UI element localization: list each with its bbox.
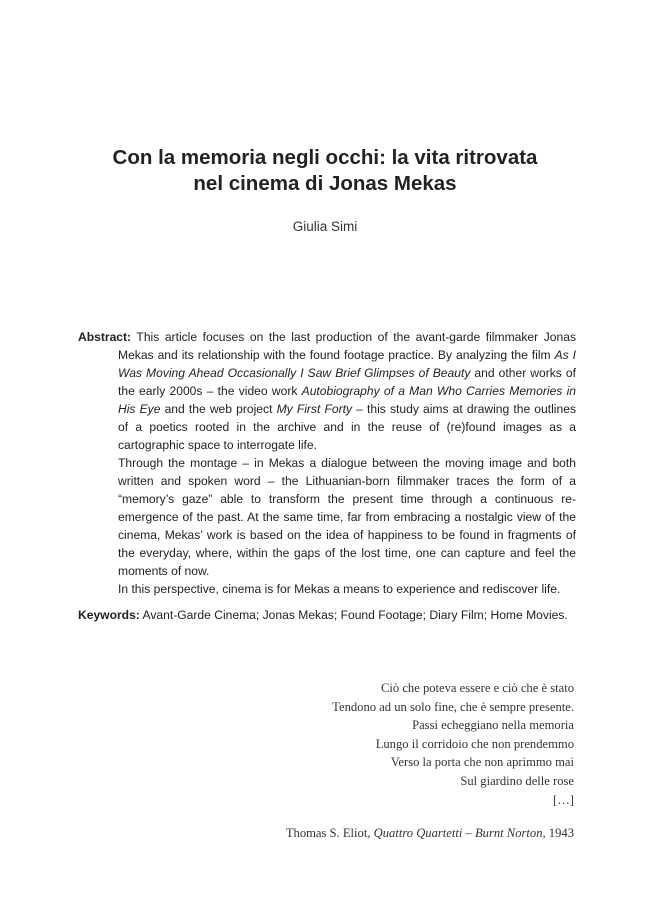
abstract-section — [78, 328, 576, 598]
article-title — [60, 145, 590, 197]
abstract-text-segment: and other works of the early 2000s – the video work — [118, 366, 576, 398]
abstract-paragraph-1 — [78, 328, 576, 454]
abstract-text-segment: and the web project — [160, 402, 277, 416]
citation-work: Quattro Quartetti – Burnt Norton, — [373, 826, 546, 840]
poem-line: Lungo il corridoio che non prendemmo — [375, 736, 574, 751]
keywords-text: Avant-Garde Cinema; Jonas Mekas; Found Footage; Diary Film; Home Movies. — [139, 608, 568, 622]
abstract-text-segment: This article focuses on the last production of the avant-garde filmmaker Jonas Mekas and its relationship with the found footage practice. By analyzing the film — [118, 330, 576, 362]
poem-ellipsis: […] — [553, 792, 574, 807]
work-title-autobiography: Autobiography of a Man Who Carries Memories in His Eye — [118, 384, 576, 416]
epigraph-citation — [200, 826, 574, 841]
poem-line: Verso la porta che non aprimmo mai — [390, 755, 574, 770]
poem-line: Sul giardino delle rose — [460, 773, 574, 788]
author-name: Giulia Simi — [292, 219, 358, 234]
citation-year: 1943 — [545, 826, 574, 840]
abstract-paragraph-2: Through the montage – in Mekas a dialogue between the moving image and both written and spoken word – the Lithuanian-born filmmaker traces the form of a “memory’s gaze” able to transform the present time through a continuous reemergence of the past. At the same time, far from embracing a nostalgic view of the cinema, Mekas’ work is based on the idea of happiness to be found in fragments of the everyday, where, within the gaps of the lost time, one can capture and feel the moments of now. — [118, 456, 576, 578]
keywords-label: Keywords: — [78, 608, 140, 622]
poem-line: Ciò che poteva essere e ciò che è stato — [380, 681, 574, 695]
abstract-text-segment: – this study aims at drawing the outlines of a poetics rooted in the archive and in the reuse of (re)found images as a cartographic space to interrogate life. — [118, 402, 576, 452]
title-line-1: Con la memoria negli occhi: la vita ritrovata — [112, 146, 538, 169]
title-line-2: nel cinema di Jonas Mekas — [193, 172, 457, 195]
poem-line: Passi echeggiano nella memoria — [412, 718, 574, 733]
epigraph-poem — [250, 679, 574, 809]
project-title-my-first-forty: My First Forty — [276, 402, 353, 416]
film-title-as-i-was-moving: As I Was Moving Ahead Occasionally I Saw Brief Glimpses of Beauty — [118, 348, 576, 380]
abstract-paragraph-3: In this perspective, cinema is for Mekas a means to experience and rediscover life. — [118, 582, 561, 596]
abstract-label: Abstract: — [78, 330, 132, 344]
poem-line: Tendono ad un solo fine, che è sempre presente. — [332, 699, 574, 714]
keywords-section — [78, 606, 576, 624]
citation-author: Thomas S. Eliot, — [285, 826, 374, 840]
